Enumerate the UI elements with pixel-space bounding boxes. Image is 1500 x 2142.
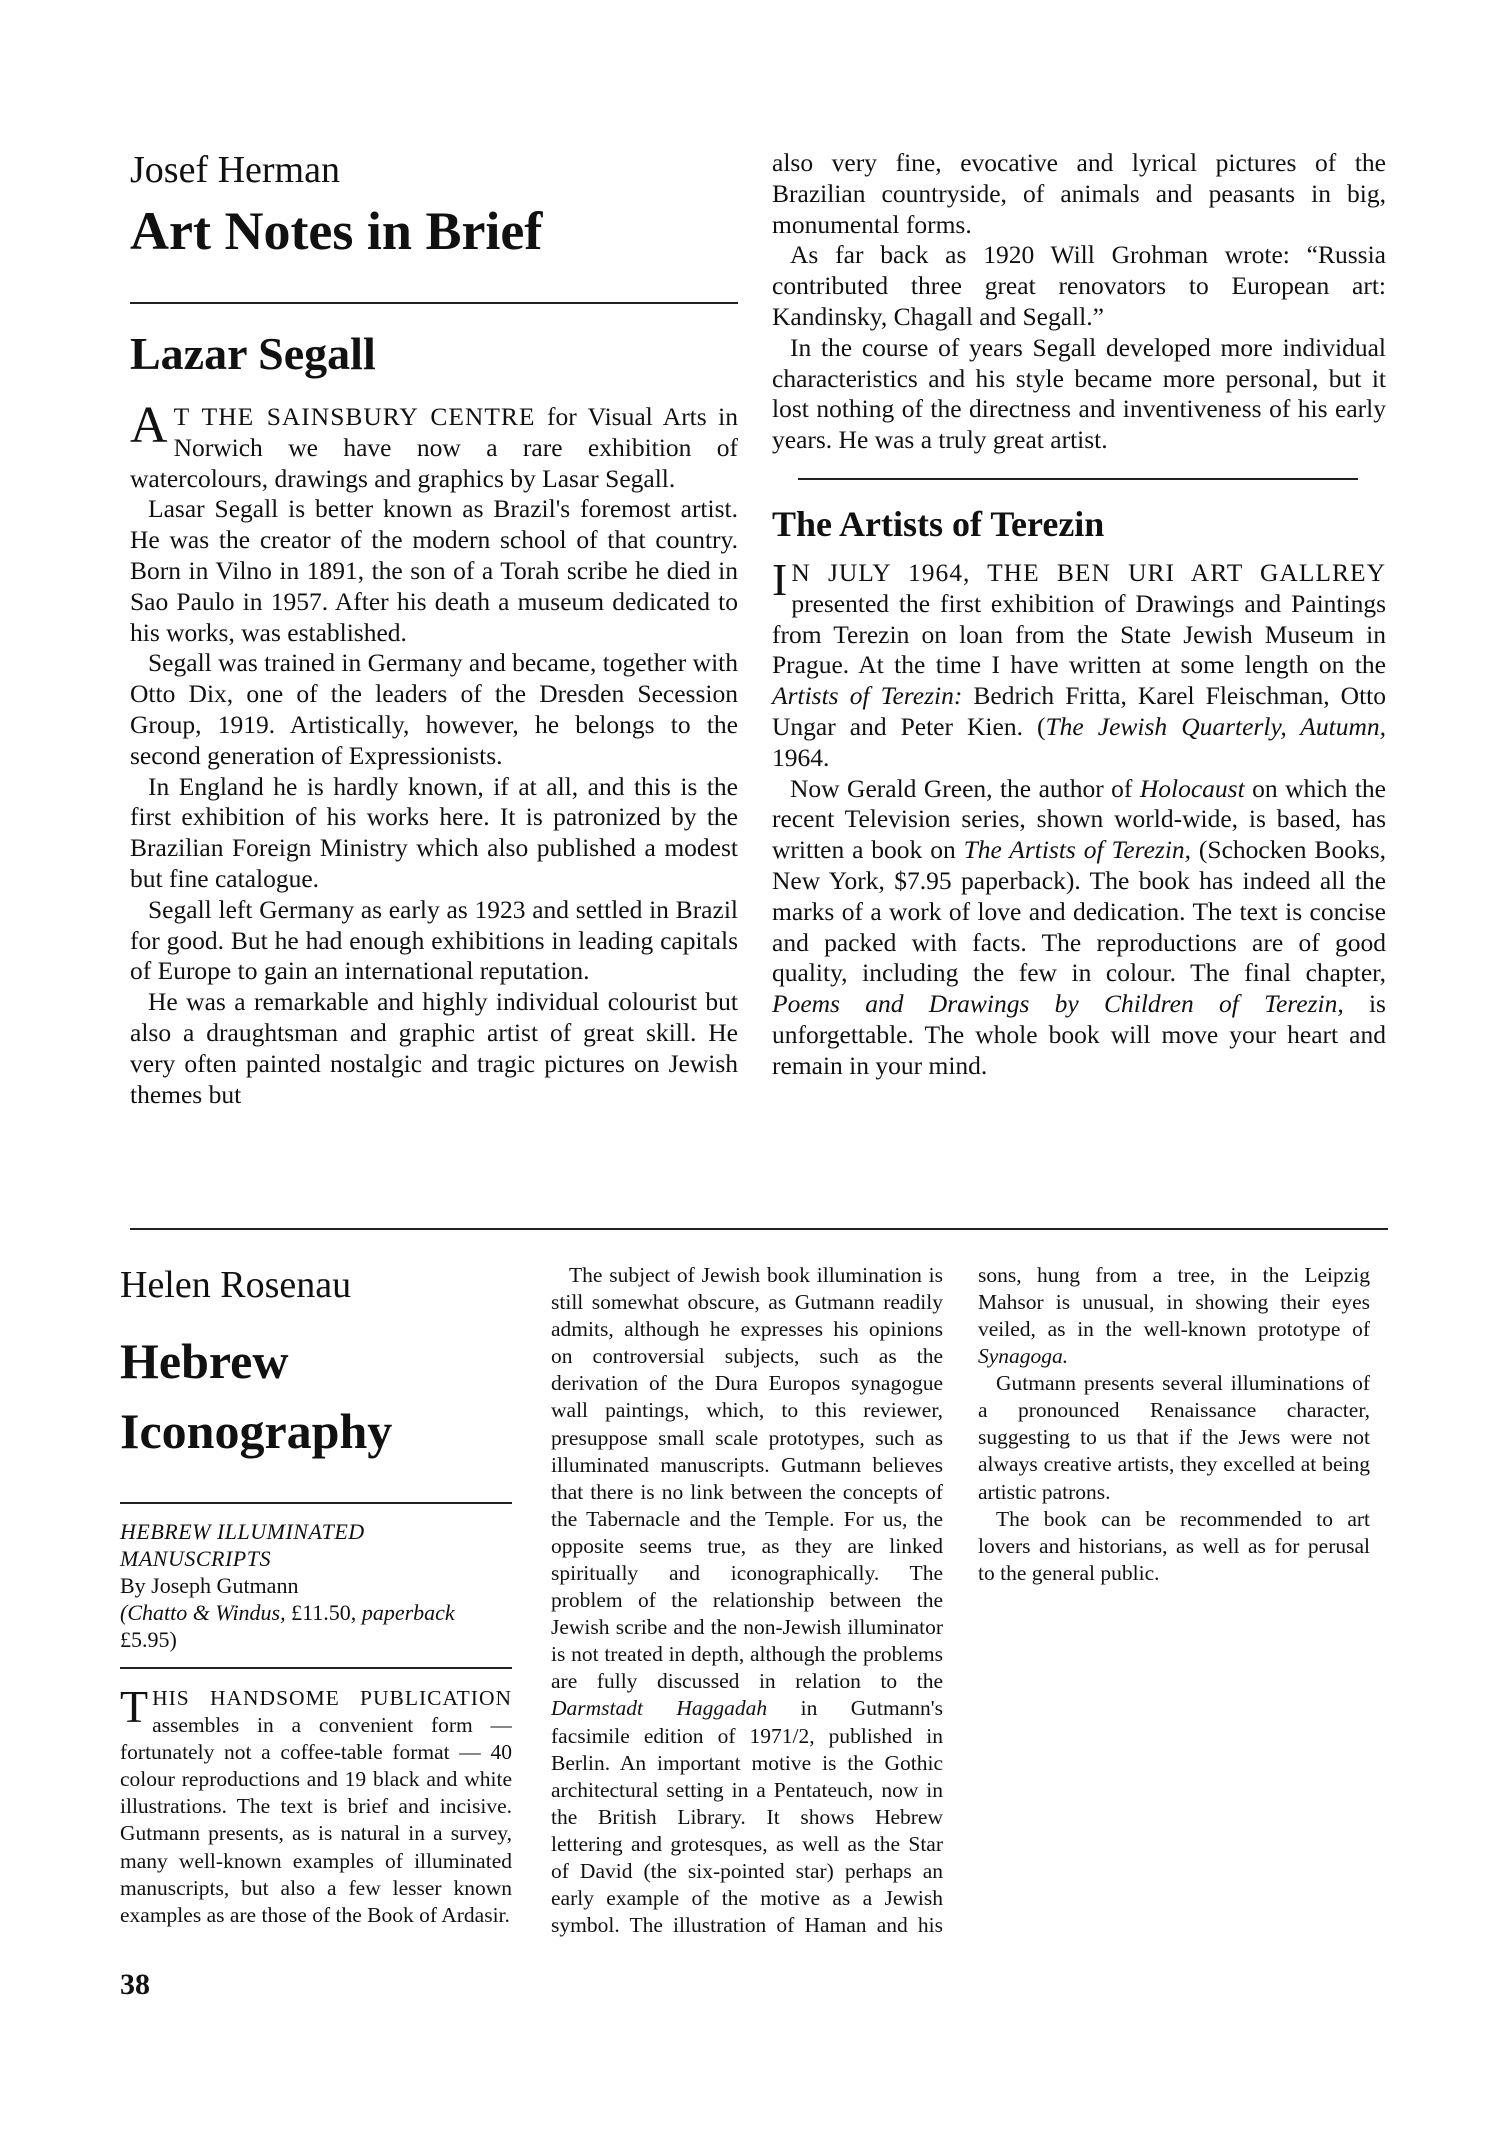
paragraph: As far back as 1920 Will Grohman wrote: “Russia contributed three great renovators to European art: Kandinsky, Chagall and Segall.” [772, 240, 1386, 331]
book-title: HEBREW ILLUMINATED MANUSCRIPTS [120, 1519, 365, 1571]
paragraph: A T THE SAINSBURY CENTRE for Visual Arts in Norwich we have now a rare exhibition of watercolours, drawings and graphics by Lasar Segall. [130, 397, 738, 493]
paragraph: In the course of years Segall developed more individual characteristics and his style became more personal, but it lost nothing of the directness and inventiveness of his early years. He was a truly great artist. [772, 332, 1386, 455]
paragraph: He was a remarkable and highly individual colourist but also a draughtsman and graphic artist of great skill. He very often painted nostalgic and tragic pictures on Jewish themes but [130, 987, 738, 1109]
paragraph: Lasar Segall is better known as Brazil's foremost artist. He was the creator of the modern school of that country. Born in Vilno in 1891, the son of a Torah scribe he died in Sao Paulo in 1957. After his death a museum dedicated to his works, was established. [130, 494, 738, 647]
paragraph: THIS HANDSOME PUBLICATION assembles in a convenient form — fortunately not a coffee-table format — 40 colour reproductions and 19 black and white illustrations. The text is brief and incisive. Gutmann presents, as is natural in a survey, many well-known examples of illuminated manuscripts, but also a few lesser known examples as are those of the Book of Ardasir. [120, 1685, 512, 1927]
article-body-column-2 [551, 1262, 943, 1940]
section-rule [130, 302, 738, 304]
paragraph: Segall was trained in Germany and became, together with Otto Dix, one of the leaders of the Dresden Secession Group, 1919. Artistically, however, he belongs to the second generation of Expressionists. [130, 648, 738, 770]
paragraph: Segall left Germany as early as 1923 and settled in Brazil for good. But he had enough exhibitions in leading capitals of Europe to gain an international reputation. [130, 894, 738, 986]
article-art-notes-col-1 [130, 148, 738, 1110]
paragraph: I N JULY 1964, THE BEN URI ART GALLREY presented the first exhibition of Drawings and Paintings from Terezin on loan from the State Jewish Museum in Prague. At the time I have written at some length on the Artists of Terezin: Bedrich Fritta, Karel Fleischman, Otto Ungar and Peter Kien. (The Jewish Quarterly, Autumn, 1964. [772, 553, 1387, 772]
section-heading-artists-of-terezin: The Artists of Terezin [772, 503, 1105, 544]
drop-cap: A [130, 397, 168, 454]
page-number: 38 [120, 1968, 150, 2001]
article-hebrew-iconography-col-1 [120, 1262, 512, 1685]
paragraph: sons, hung from a tree, in the Leipzig Mahsor is unusual, in showing their eyes veiled, as in the well-known prototype of Synagoga. [978, 1262, 1370, 1369]
article-author: Helen Rosenau [120, 1264, 352, 1306]
article-divider [130, 1228, 1388, 1230]
article-body-column-1 [120, 1685, 512, 1929]
section-rule [120, 1667, 512, 1669]
book-publisher: (Chatto & Windus, £11.50, paperback £5.95) [120, 1600, 455, 1652]
article-body-column-3 [978, 1262, 1370, 1940]
article-title: Art Notes in Brief [130, 201, 543, 261]
article-author: Josef Herman [130, 149, 340, 191]
drop-cap: I [772, 553, 788, 605]
article-art-notes-col-2 [772, 148, 1386, 1082]
paragraph: Now Gerald Green, the author of Holocaust on which the recent Television series, shown world-wide, is based, has written a book on The Artists of Terezin, (Schocken Books, New York, $7.95 paperback). The book has indeed all the marks of a work of love and dedication. The text is concise and packed with facts. The reproductions are of good quality, including the few in colour. The final chapter, Poems and Drawings by Children of Terezin, is unforgettable. The whole book will move your heart and remain in your mind. [772, 773, 1386, 1080]
article-title: Hebrew Iconography [120, 1333, 393, 1459]
paragraph: also very fine, evocative and lyrical pictures of the Brazilian countryside, of animals and peasants in big, monumental forms. [772, 148, 1386, 239]
paragraph: In England he is hardly known, if at all, and this is the first exhibition of his works here. It is patronized by the Brazilian Foreign Ministry which also published a modest but fine catalogue. [130, 771, 738, 893]
book-details [120, 1518, 512, 1653]
book-author: By Joseph Gutmann [120, 1573, 299, 1598]
section-rule [120, 1502, 512, 1504]
paragraph: The book can be recommended to art lovers and historians, as well as for perusal to the general public. [978, 1506, 1370, 1585]
drop-cap: T [120, 1685, 149, 1732]
paragraph: The subject of Jewish book illumination is still somewhat obscure, as Gutmann readily admits, although he expresses his opinions on controversial subjects, such as the derivation of the Dura Europos synagogue wall paintings, which, to this reviewer, presuppose small scale prototypes, such as illuminated manuscripts. Gutmann believes that there is no link between the concepts of the Tabernacle and the Temple. For us, the opposite seems true, as they are linked spiritually and iconographically. The problem of the relationship between the Jewish scribe and the non-Jewish illuminator is not treated in depth, although the problems are fully discussed in relation to the Darmstadt Haggadah in Gutmann's facsimile edition of 1971/2, published in Berlin. An important motive is the Gothic architectural setting in a Pentateuch, now in the British Library. It shows Hebrew lettering and grotesques, as well as the Star of David (the six-pointed star) perhaps an early example of the motive as a Jewish symbol. The illustration of Haman and his [551, 1262, 943, 1938]
section-heading-lazar-segall: Lazar Segall [130, 328, 376, 379]
section-rule [798, 478, 1358, 480]
paragraph: Gutmann presents several illuminations of a pronounced Renaissance character, suggesting to us that if the Jews were not always creative artists, they excelled at being artistic patrons. [978, 1371, 1370, 1504]
